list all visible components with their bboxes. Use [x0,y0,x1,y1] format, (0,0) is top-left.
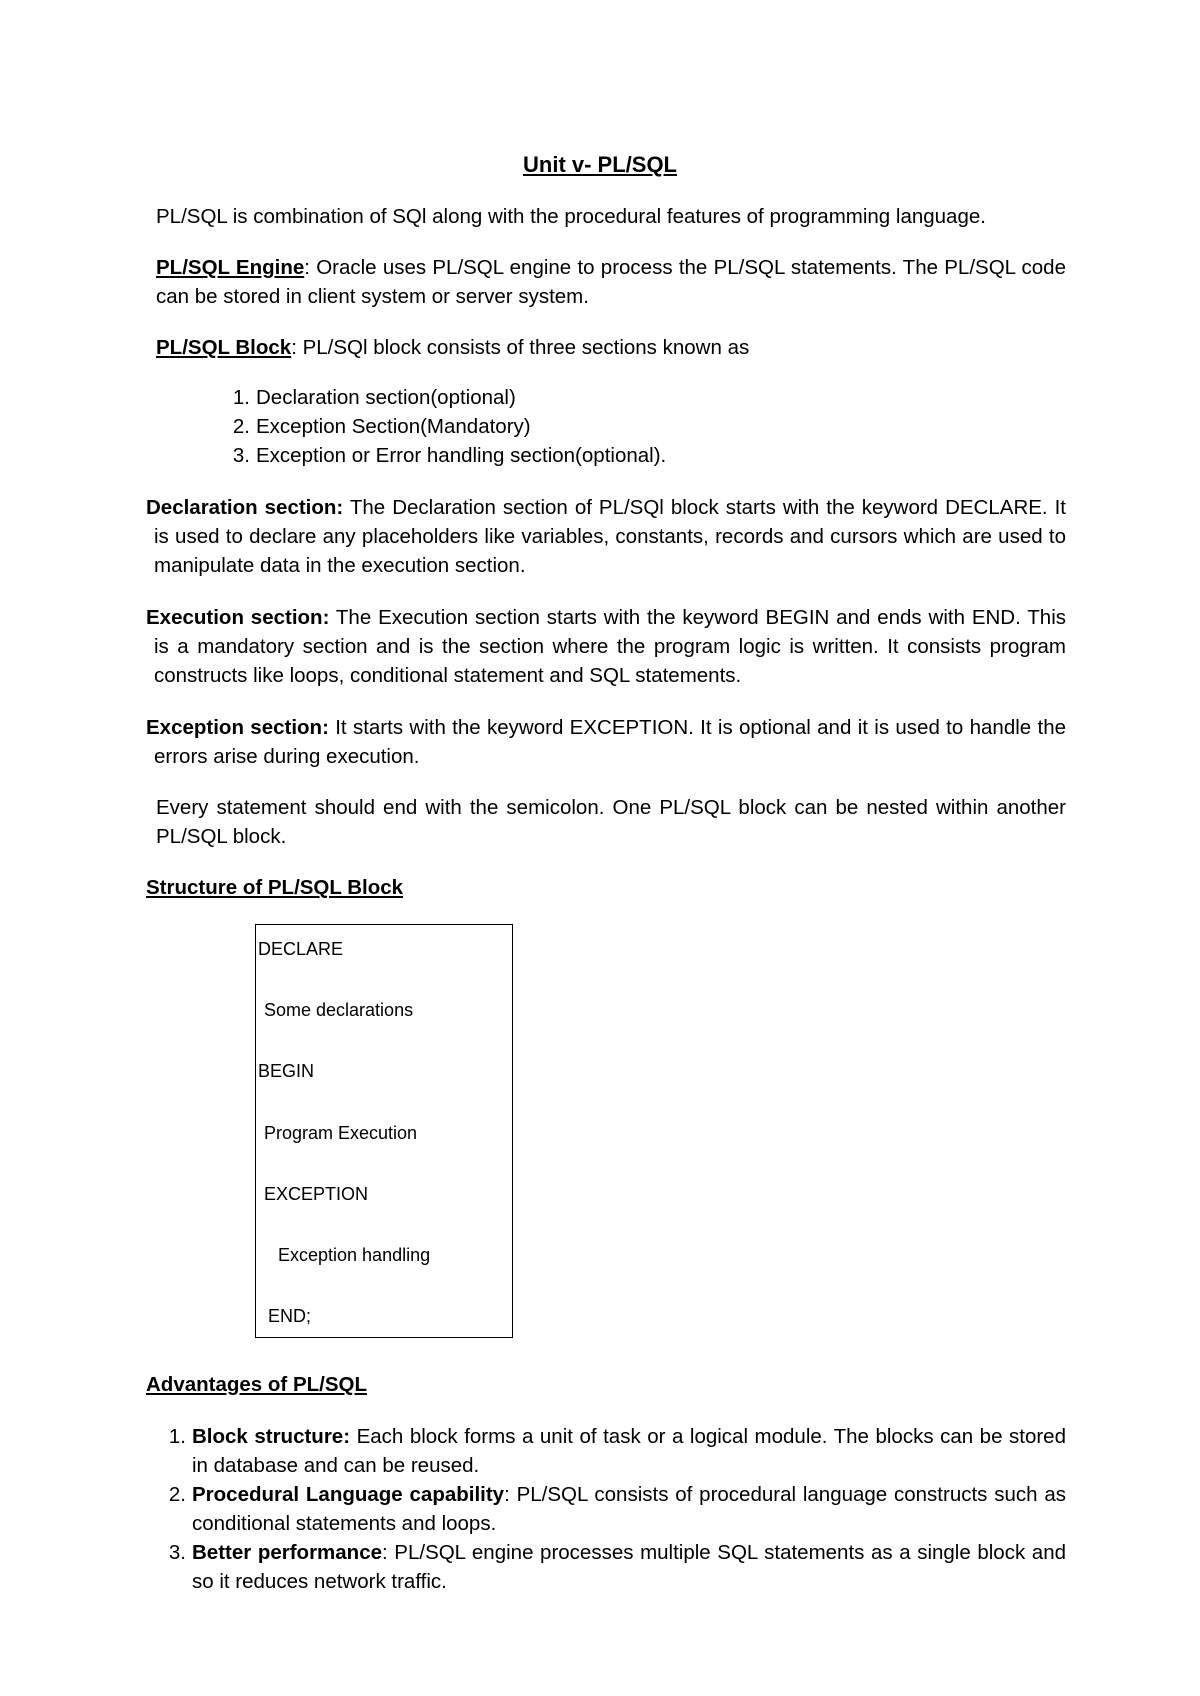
advantages-list [168,1422,1066,1596]
advantage-label: Better performance [192,1541,383,1564]
list-item [232,441,1056,470]
list-item-number: 3. [168,1541,186,1564]
intro-paragraph: PL/SQL is combination of SQl along with the procedural features of programming language. [156,205,986,228]
block-paragraph [156,333,1066,362]
code-line: EXCEPTION [264,1184,369,1204]
exception-paragraph [146,713,1066,771]
list-item [168,1538,1066,1596]
structure-code-box [255,924,513,1338]
code-line: BEGIN [258,1061,315,1081]
structure-heading: Structure of PL/SQL Block [146,876,404,899]
list-item [168,1480,1066,1538]
list-item [168,1422,1066,1480]
code-line: Some declarations [264,1000,414,1020]
engine-label: PL/SQL Engine [156,256,305,279]
advantage-label: Procedural Language capability [192,1483,505,1506]
list-item-number: 2. [168,1483,186,1506]
list-item-number: 3. [232,444,250,467]
semicolon-paragraph: Every statement should end with the semicolon. One PL/SQL block can be nested within another PL/SQL block. [156,796,1066,848]
declaration-label: Declaration section: [146,496,344,519]
block-label: PL/SQL Block [156,336,292,359]
engine-text: : Oracle uses PL/SQL engine to process the PL/SQL statements. The PL/SQL code can be stored in client system or server system. [156,256,1066,308]
list-item-text: Exception Section(Mandatory) [256,415,531,438]
code-line: Program Execution [264,1123,418,1143]
exception-label: Exception section: [146,716,329,739]
list-item-number: 1. [232,386,250,409]
exception-text: It starts with the keyword EXCEPTION. It is optional and it is used to handle the errors arise during execution. [154,716,1066,768]
sections-list [232,383,1056,470]
execution-paragraph [146,603,1066,690]
block-text: : PL/SQl block consists of three sections known as [291,336,750,359]
engine-paragraph [156,253,1066,311]
advantage-text: : PL/SQL consists of procedural language constructs such as conditional statements and loops. [192,1483,1066,1535]
advantages-heading: Advantages of PL/SQL [146,1373,367,1396]
code-line: DECLARE [258,939,344,959]
list-item-number: 2. [232,415,250,438]
advantage-text: Each block forms a unit of task or a logical module. The blocks can be stored in database and can be reused. [192,1425,1066,1477]
page-title: Unit v- PL/SQL [523,152,677,177]
list-item-text: Declaration section(optional) [256,386,516,409]
advantage-label: Block structure: [192,1425,351,1448]
execution-label: Execution section: [146,606,330,629]
declaration-text: The Declaration section of PL/SQl block starts with the keyword DECLARE. It is used to declare any placeholders like variables, constants, records and cursors which are used to manipulate data in the execution section. [154,496,1066,577]
list-item-number: 1. [168,1425,186,1448]
list-item [232,412,1056,441]
declaration-paragraph [146,493,1066,580]
code-line: END; [268,1306,312,1326]
list-item-text: Exception or Error handling section(optional). [256,444,667,467]
code-line: Exception handling [278,1245,431,1265]
list-item [232,383,1056,412]
advantage-text: : PL/SQL engine processes multiple SQL statements as a single block and so it reduces network traffic. [192,1541,1066,1593]
execution-text: The Execution section starts with the keyword BEGIN and ends with END. This is a mandatory section and is the section where the program logic is written. It consists program constructs like loops, conditional statement and SQL statements. [154,606,1067,687]
